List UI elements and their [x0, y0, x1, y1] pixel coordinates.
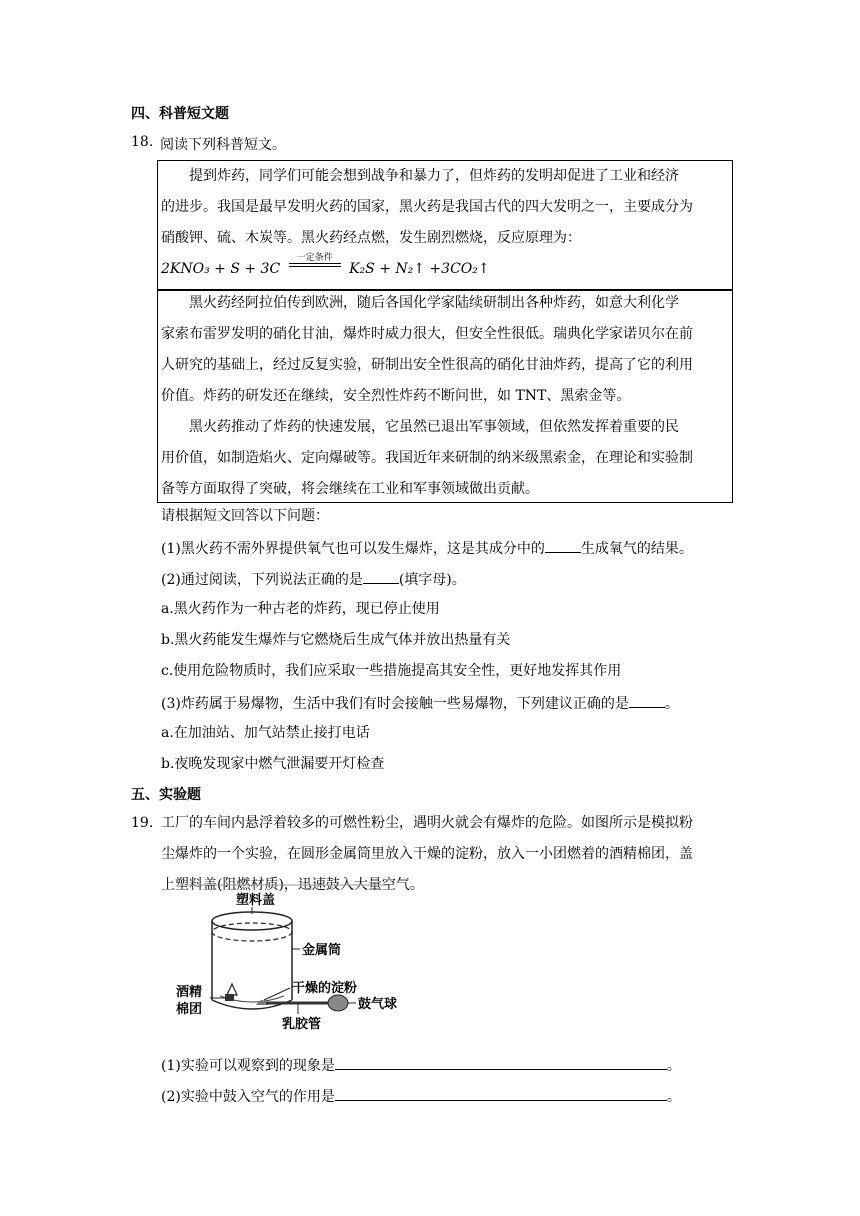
- q19-number: 19.: [131, 815, 154, 831]
- q18-sub1-text: (1)黑火药不需外界提供氧气也可以发生爆炸，这是其成分中的: [161, 541, 545, 557]
- passage-box-2-text: [161, 288, 731, 505]
- passage-box-1-text: [161, 161, 731, 254]
- q19-sub1-end: 。: [666, 1058, 681, 1074]
- q19-sub1-text: (1)实验可以观察到的现象是: [161, 1058, 335, 1074]
- equation-products: K₂S + N₂↑ +3CO₂↑: [349, 261, 490, 277]
- q19-sub2-end: 。: [666, 1089, 681, 1105]
- label-dry-starch: 干燥的淀粉: [292, 981, 358, 996]
- passage-line: 的进步。我国是最早发明火药的国家，黑火药是我国古代的四大发明之一，主要成分为: [161, 199, 693, 215]
- bulb-icon: [328, 995, 348, 1011]
- equals-line-top: [289, 263, 341, 264]
- q18-sub3-text: (3)炸药属于易爆物，生活中我们有时会接触一些易爆物，下列建议正确的是: [161, 696, 629, 712]
- q19-sub2: [161, 1084, 681, 1106]
- q18-sub3-option-b: b.夜晚发现家中燃气泄漏要开灯检查: [161, 756, 385, 772]
- passage-line: 黑火药推动了炸药的快速发展，它虽然已退出军事领域，但依然发挥着重要的民: [189, 419, 679, 435]
- q18-sub3-text-end: 。: [664, 696, 679, 712]
- q19-sub2-blank[interactable]: [335, 1084, 667, 1101]
- q19-sub1: [161, 1053, 681, 1075]
- passage-line: 备等方面取得了突破，将会继续在工业和军事领域做出贡献。: [161, 481, 539, 497]
- section-5-title: 五、实验题: [131, 787, 201, 803]
- q18-number: 18.: [131, 134, 154, 150]
- q18-sub2-blank[interactable]: [363, 567, 399, 584]
- label-latex-tube: 乳胶管: [282, 1017, 322, 1032]
- q18-sub3-blank[interactable]: [629, 691, 665, 708]
- passage-line: 硝酸钾、硫、木炭等。黑火药经点燃，发生剧烈燃烧，反应原理为：: [161, 230, 581, 246]
- passage-line: 家索布雷罗发明的硝化甘油，爆炸时威力很大，但安全性很低。瑞典化学家诺贝尔在前: [161, 326, 693, 342]
- label-cotton-2: 棉团: [176, 1002, 203, 1017]
- q18-sub2-option-a: a.黑火药作为一种古老的炸药，现已停止使用: [161, 601, 440, 617]
- q18-sub1: [161, 536, 693, 558]
- label-air-bulb: 鼓气球: [358, 997, 398, 1012]
- q19-line: 尘爆炸的一个实验，在圆形金属筒里放入干燥的淀粉，放入一小团燃着的酒精棉团，盖: [161, 846, 693, 862]
- cotton-ball: [225, 994, 234, 1001]
- q18-sub1-text-end: 生成氧气的结果。: [580, 541, 693, 557]
- equation-reactants: 2KNO₃ + S + 3C: [161, 261, 281, 277]
- equation-arrow: [289, 253, 341, 273]
- reaction-condition: 一定条件: [296, 253, 333, 263]
- chemical-equation: [161, 253, 721, 281]
- passage-line: 用价值，如制造焰火、定向爆破等。我国近年来研制的纳米级黑索金，在理论和实验制: [161, 450, 693, 466]
- q18-sub3: [161, 691, 679, 713]
- q18-sub1-blank[interactable]: [545, 536, 581, 553]
- label-metal-can: 金属筒: [302, 943, 342, 958]
- dust-explosion-figure: [170, 882, 405, 1032]
- section-4-title: 四、科普短文题: [131, 106, 229, 122]
- q18-intro: 阅读下列科普短文。: [160, 137, 286, 153]
- q18-sub2-option-c: c.使用危险物质时，我们应采取一些措施提高其安全性，更好地发挥其作用: [161, 663, 622, 679]
- can-top: [212, 912, 292, 930]
- passage-line: 人研究的基础上，经过反复实验，研制出安全性很高的硝化甘油炸药，提高了它的利用: [161, 357, 693, 373]
- plastic-lid: [212, 923, 292, 941]
- q18-prompt: 请根据短文回答以下问题：: [161, 508, 329, 524]
- q19-line: 工厂的车间内悬浮着较多的可燃性粉尘，遇明火就会有爆炸的危险。如图所示是模拟粉: [161, 815, 693, 831]
- q19-line: 上塑料盖(阻燃材质)，迅速鼓入大量空气。: [161, 877, 424, 893]
- passage-line: 黑火药经阿拉伯传到欧洲，随后各国化学家陆续研制出各种炸药，如意大利化学: [189, 295, 679, 311]
- equals-line-bottom: [289, 266, 341, 267]
- q18-sub3-option-a: a.在加油站、加气站禁止接打电话: [161, 725, 370, 741]
- q18-sub2-text: (2)通过阅读，下列说法正确的是: [161, 572, 363, 588]
- q18-sub2-text-end: (填字母)。: [398, 572, 466, 588]
- passage-line: 价值。炸药的研发还在继续，安全烈性炸药不断问世，如 TNT、黑索金等。: [161, 388, 631, 404]
- q18-sub2-option-b: b.黑火药能发生爆炸与它燃烧后生成气体并放出热量有关: [161, 632, 511, 648]
- flame-icon: [227, 984, 237, 995]
- q19-sub2-text: (2)实验中鼓入空气的作用是: [161, 1089, 335, 1105]
- label-cotton-1: 酒精: [176, 985, 203, 1000]
- q18-sub2: [161, 567, 466, 589]
- passage-line: 提到炸药，同学们可能会想到战争和暴力了，但炸药的发明却促进了工业和经济: [189, 168, 679, 184]
- label-plastic-lid: 塑料盖: [236, 893, 276, 908]
- q19-sub1-blank[interactable]: [335, 1053, 667, 1070]
